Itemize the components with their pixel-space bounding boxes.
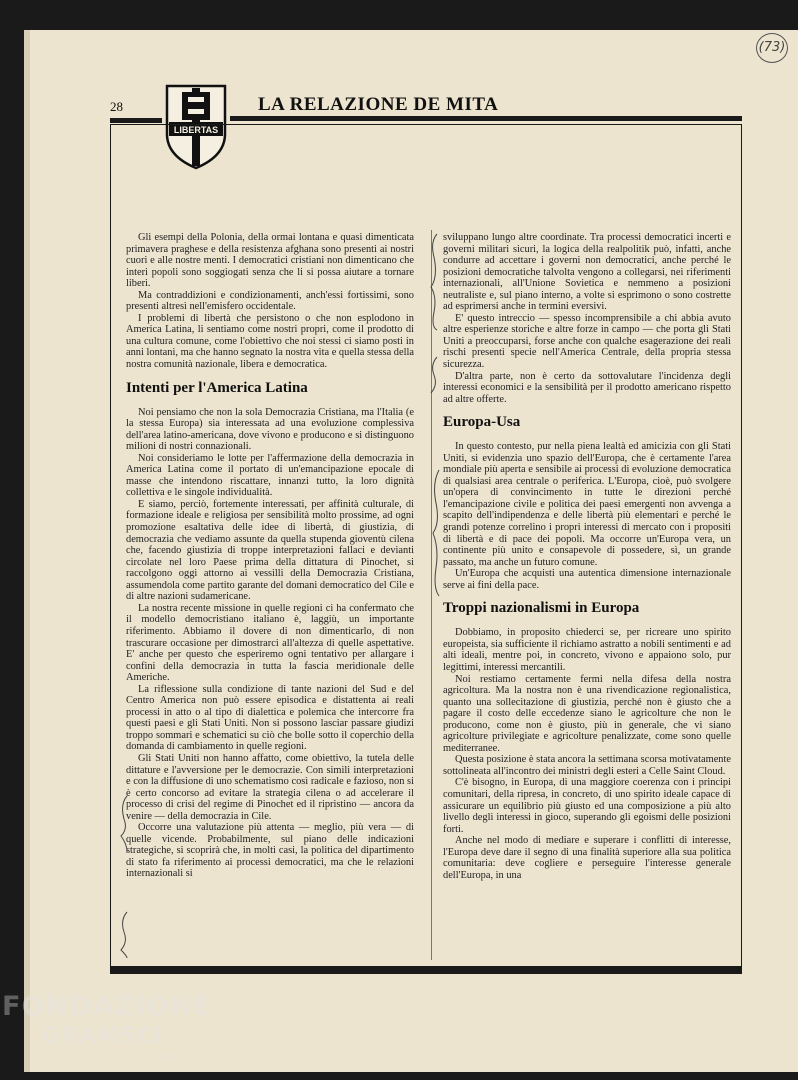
margin-bracket-mark bbox=[118, 794, 130, 854]
header-rule-left bbox=[110, 118, 162, 123]
watermark-line: onlus bbox=[152, 1051, 184, 1062]
paragraph: D'altra parte, non è certo da sottovalutare l'incidenza degli interessi economici e la sensibilità per il prodotto americano rispetto ad altre offerte. bbox=[443, 370, 731, 405]
paragraph: Questa posizione è stata ancora la settimana scorsa motivatamente sottolineata all'incontro dei ministri degli esteri a Celle Saint Cloud. bbox=[443, 754, 731, 777]
paragraph: sviluppano lungo altre coordinate. Tra processi democratici incerti e governi militari sicuri, la logica della realpolitik può, infatti, anche condurre ad accettare i governi non democratici, anche perché le posizioni democratiche talvolta vengono a collegarsi, nei riferimenti internazionali, all'Unione Sovietica e nemmeno a posizioni neutraliste e, sul piano interno, a volte si esprimono o sono costrette ad esprimersi anche in termini eversivi. bbox=[443, 232, 731, 313]
margin-bracket-mark bbox=[118, 910, 130, 960]
paragraph: E siamo, perciò, fortemente interessati, per affinità culturale, di formazione ideale e religiosa per sensibilità molto prossime, ad ogni promozione esaltativa delle idee di libertà, di giustizia, di democrazia che vediamo assunte da quella stupenda gioventù cilena che, facendo giustizia di troppe interpretazioni fallaci e devianti circolate nel loro Paese prima della dittatura di Pinochet, si raccolgono oggi attorno ai vessilli della Democrazia Cristiana, assumendola come partito garante del domani democratico del Cile e di altre nazioni sudamericane. bbox=[126, 498, 414, 603]
section-heading: Europa-Usa bbox=[443, 414, 521, 431]
paragraph: La riflessione sulla condizione di tante nazioni del Sud e del Centro America non può essere episodica e distattenta ai reali processi in atto o al tipo di dialettica e polemica che intercorre fra questi paesi e gli Stati Uniti. Non si possono lasciar passare giudizi troppo sommari e schematici su ciò che bolle sotto il coperchio della domanda di cambiamento in quelle regioni. bbox=[126, 683, 414, 753]
frame-bottom-rule bbox=[110, 966, 742, 974]
paragraph: I problemi di libertà che persistono o che non esplodono in America Latina, li sentiamo come nostri propri, come il prodotto di una cultura comune, come l'obiettivo che noi stessi ci siamo posti in anni lontani, ma che hanno segnato la nostra vita e quella stessa della nostra comunità nazionale, libera e democratica. bbox=[126, 312, 414, 371]
page-number: 28 bbox=[110, 99, 123, 114]
paragraph: Noi consideriamo le lotte per l'affermazione della democrazia in America Latina come il portato di un'emancipazione epocale di masse che intendono riscattare, innanzi tutto, la loro dignità collettiva e le singole individualità. bbox=[126, 452, 414, 499]
left-column bbox=[126, 232, 414, 880]
logo-text: LIBERTAS bbox=[173, 125, 219, 135]
paragraph: Occorre una valutazione più attenta — meglio, più vera — di quelle vicende. Probabilmente, sul piano delle indicazioni strategiche, si scoprirà che, in molti casi, la politica del dipartimento di stato fa riferimento ai processi democratici, ma che le relazioni internazionali si bbox=[126, 822, 414, 880]
handwritten-page-note: (73) bbox=[756, 33, 788, 63]
paragraph: Gli Stati Uniti non hanno affatto, come obiettivo, la tutela delle dittature e l'avversione per le democrazie. Con simili interpretazioni e con la diffusione di uno schematismo così radicale e fazioso, non si è certo concorso ad evitare la strategia cilena o ad accelerare il processo di crisi del regime di Pinochet ed il ripristino — ancora da venire — della democrazia in Cile. bbox=[126, 752, 414, 822]
paragraph: Un'Europa che acquisti una autentica dimensione internazionale serve ai fini della pace. bbox=[443, 568, 731, 591]
watermark-line: GRAMSCI bbox=[42, 1024, 164, 1049]
margin-bracket-mark bbox=[428, 355, 440, 395]
libertas-shield-logo bbox=[164, 84, 228, 170]
paragraph: Noi restiamo certamente fermi nella difesa della nostra agricoltura. Ma la nostra non è una rivendicazione regionalistica, quanto una sollecitazione di giustizia, perché non è giusto che a pagare il costo delle eccedenze siano le agricolture che non le producono, come non è giusto, più in generale, che vi siano agricolture privilegiate e agricolture penalizzate, come sono quelle mediterranee. bbox=[443, 673, 731, 754]
paragraph: Ma contraddizioni e condizionamenti, anch'essi fortissimi, sono presenti altresì nell'emisfero occidentale. bbox=[126, 289, 414, 313]
paragraph: Noi pensiamo che non la sola Democrazia Cristiana, ma l'Italia (e la stessa Europa) sia interessata ad una evoluzione complessiva dell'area latino-americana, dove vivono e producono e si distinguono milioni di nostri connazionali. bbox=[126, 406, 414, 453]
margin-bracket-mark bbox=[430, 468, 442, 598]
section-heading: Troppi nazionalismi in Europa bbox=[443, 600, 640, 617]
paragraph: Dobbiamo, in proposito chiederci se, per ricreare uno spirito europeista, sia sufficiente il richiamo astratto a nobili sentimenti e ad alti ideali, mentre poi, in concreto, vivono e appaiono solo, pur legittimi, interessi mercantili. bbox=[443, 627, 731, 673]
section-heading: Intenti per l'America Latina bbox=[126, 379, 308, 396]
frame-right-line bbox=[741, 124, 742, 966]
paragraph: E' questo intreccio — spesso incomprensibile a chi abbia avuto altre esperienze storiche e altre forze in campo — che porta gli Stati Uniti a preoccuparsi, forse anche con qualche esagerazione dei reali rischi presenti specie nell'America Centrale, della propria stessa sicurezza. bbox=[443, 312, 731, 371]
watermark-line: FONDAZIONE bbox=[2, 991, 213, 1022]
paper-edge bbox=[24, 30, 30, 1072]
margin-bracket-mark bbox=[428, 232, 440, 332]
paragraph: La nostra recente missione in quelle regioni ci ha confermato che il modello democristiano italiano è, laggiù, un importante riferimento. Abbiamo il dovere di non dimenticarlo, di non trascurare occasione per dimostrarci all'altezza di quelle aspettative. E' anche per questo che esperiremo ogni tentativo per allargare i confini della democrazia in tutta la fascia meridionale delle Americhe. bbox=[126, 602, 414, 684]
right-column bbox=[443, 232, 731, 881]
page-title: LA RELAZIONE DE MITA bbox=[258, 94, 499, 115]
watermark bbox=[2, 992, 213, 1062]
header-rule-right bbox=[230, 116, 742, 121]
frame-top-line bbox=[110, 124, 742, 125]
paragraph: C'è bisogno, in Europa, di una maggiore coerenza con i principi comunitari, della ripresa, in concreto, di uno spirito ideale capace di assicurare un equilibrio più giusto ed una composizione a più alto livello degli interessi in gioco, superando gli egoismi delle posizioni forti. bbox=[443, 777, 731, 835]
paragraph: Gli esempi della Polonia, della ormai lontana e quasi dimenticata primavera praghese e della resistenza afghana sono presenti ai nostri cuori e alle nostre menti. I democratici cristiani non dimenticano che interi popoli sono soggiogati senza che li si possa aiutare a tornare liberi. bbox=[126, 232, 414, 290]
frame-left-line bbox=[110, 124, 111, 966]
paragraph: Anche nel modo di mediare e superare i conflitti di interesse, l'Europa deve dare il segno di una finalità superiore alla sua politica comunitaria: deve cogliere e perseguire l'interesse generale dell'Europa, in una bbox=[443, 835, 731, 881]
paragraph: In questo contesto, pur nella piena lealtà ed amicizia con gli Stati Uniti, si evidenzia uno spazio dell'Europa, che è certamente l'area mondiale più aperta e sensibile ai processi di evoluzione democratica di qualsiasi area centrale o periferica. L'Europa, cioè, può svolgere un'opera di convincimento in tutte le direzioni perché l'emancipazione civile e politica dei paesi emergenti non avvenga a scapito dell'indipendenza e delle libertà più elementari e perché le grandi potenze correlino i propri interessi di mercato con i propositi di libertà e di pace dei popoli. Ma occorre un'Europa vera, un continente più unito e consapevole di possedere, sì, un grande passato, ma anche un futuro comune. bbox=[443, 441, 731, 568]
